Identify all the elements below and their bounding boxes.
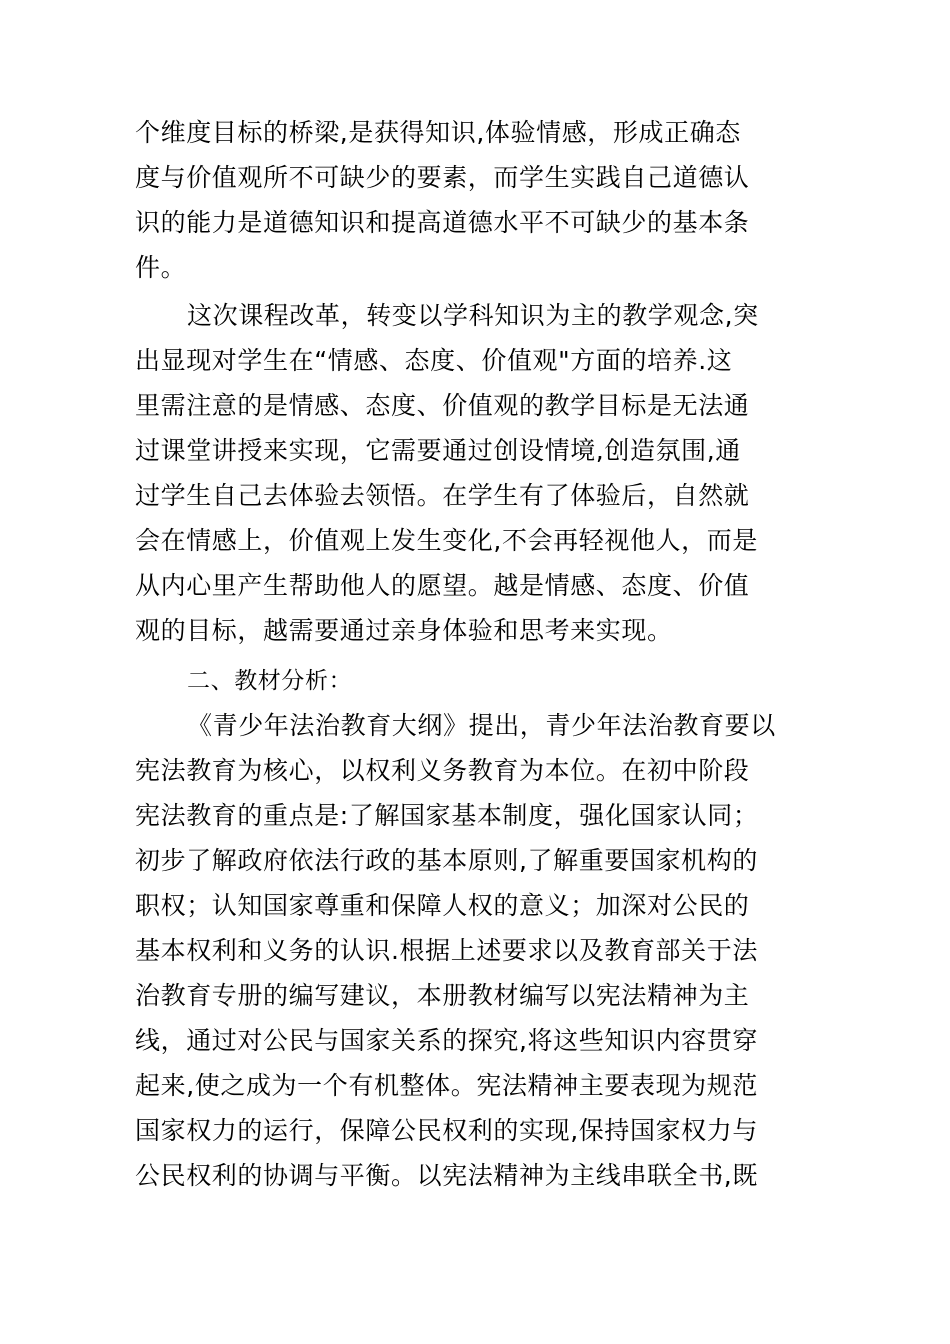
- text-line: 出显现对学生在“情感、态度、价值观"方面的培养.这: [135, 346, 733, 375]
- text-line: 从内心里产生帮助他人的愿望。越是情感、态度、价值: [135, 571, 750, 600]
- section-heading: 二、教材分析：: [187, 668, 353, 694]
- text-line: 过课堂讲授来实现，它需要通过创设情境,创造氛围,通: [135, 436, 741, 465]
- text-line: 国家权力的运行，保障公民权利的实现,保持国家权力与: [135, 1116, 758, 1145]
- text-line: 宪法教育为核心，以权利义务教育为本位。在初中阶段: [135, 756, 750, 785]
- text-line: 基本权利和义务的认识.根据上述要求以及教育部关于法: [135, 936, 758, 965]
- text-line: 个维度目标的桥梁,是获得知识,体验情感，形成正确态: [135, 118, 741, 147]
- paragraph-2: [135, 293, 825, 653]
- text-line: 件。: [135, 253, 187, 282]
- text-line: 线，通过对公民与国家关系的探究,将这些知识内容贯穿: [135, 1026, 758, 1055]
- text-line: 《青少年法治教育大纲》提出，青少年法治教育要以: [187, 711, 776, 740]
- text-line: 职权；认知国家尊重和保障人权的意义；加深对公民的: [135, 891, 750, 920]
- text-line: 观的目标，越需要通过亲身体验和思考来实现。: [135, 616, 673, 645]
- text-line: 里需注意的是情感、态度、价值观的教学目标是无法通: [135, 391, 750, 420]
- text-line: 初步了解政府依法行政的基本原则,了解重要国家机构的: [135, 846, 758, 875]
- text-line: 会在情感上，价值观上发生变化,不会再轻视他人，而是: [135, 526, 758, 555]
- text-line: 宪法教育的重点是:了解国家基本制度，强化国家认同；: [135, 801, 759, 830]
- text-line: 度与价值观所不可缺少的要素，而学生实践自己道德认: [135, 163, 750, 192]
- text-line: 治教育专册的编写建议，本册教材编写以宪法精神为主: [135, 981, 750, 1010]
- text-line: 起来,使之成为一个有机整体。宪法精神主要表现为规范: [135, 1071, 758, 1100]
- text-line: 公民权利的协调与平衡。以宪法精神为主线串联全书,既: [135, 1161, 758, 1190]
- text-line: 这次课程改革，转变以学科知识为主的教学观念,突: [187, 301, 759, 330]
- text-line: 识的能力是道德知识和提高道德水平不可缺少的基本条: [135, 208, 750, 237]
- paragraph-3: [135, 703, 825, 1198]
- text-line: 过学生自己去体验去领悟。在学生有了体验后，自然就: [135, 481, 750, 510]
- paragraph-1: [135, 110, 825, 290]
- document-page: [135, 110, 825, 1198]
